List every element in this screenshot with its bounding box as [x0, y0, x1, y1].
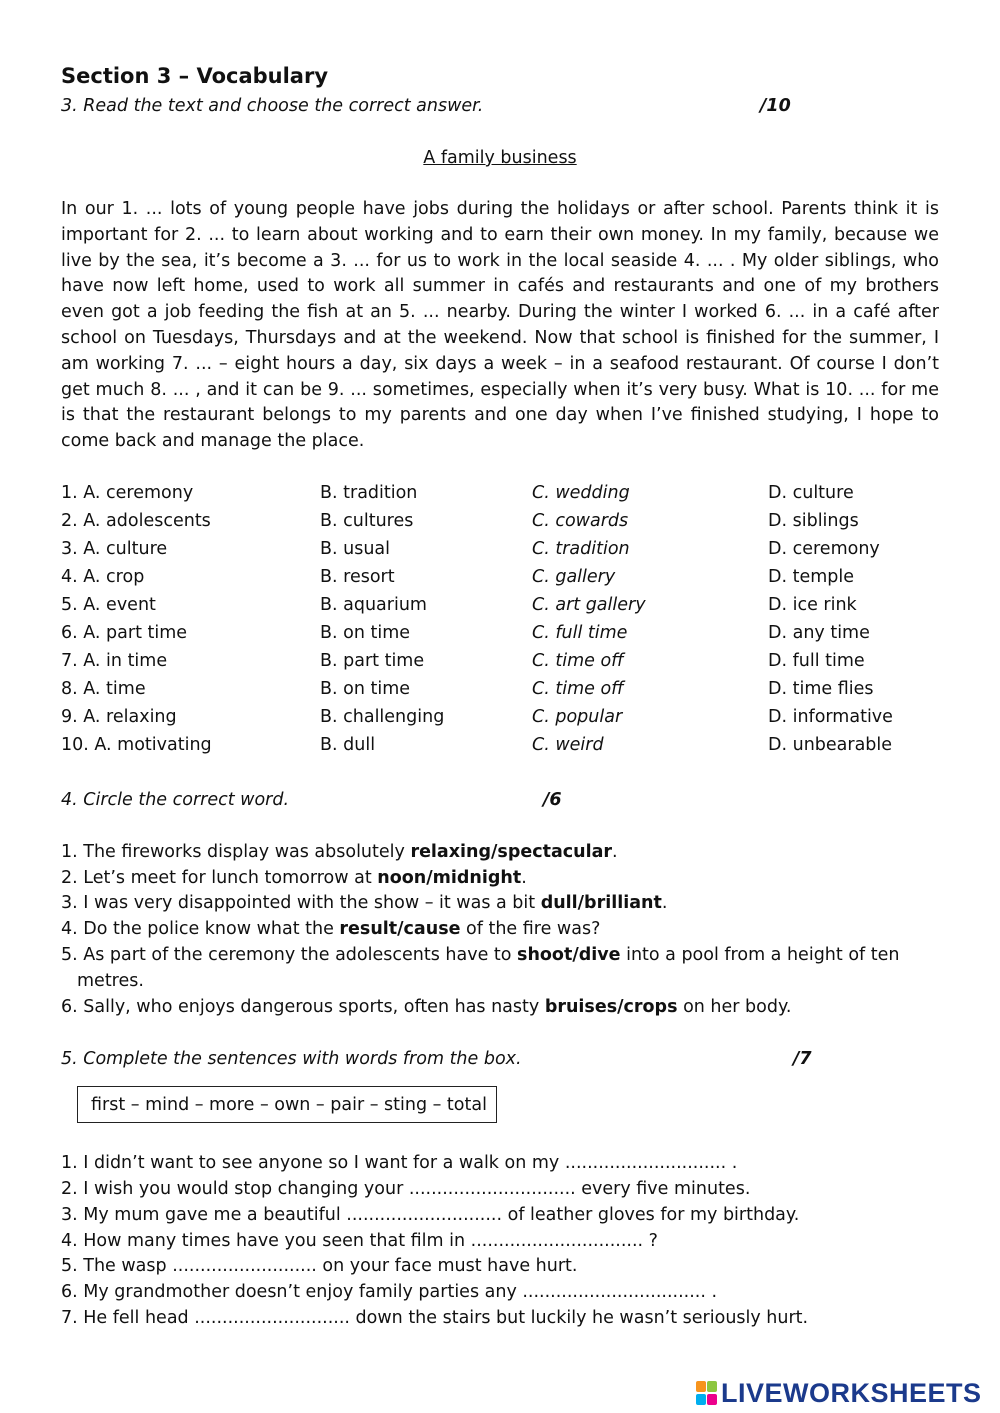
- sentence-text: into a pool from a height of ten: [620, 945, 900, 965]
- circle-sentence-3: [61, 891, 921, 917]
- word-box: [77, 1086, 497, 1123]
- complete-sentence-7[interactable]: 7. He fell head ............................ down the stairs but luckily he wasn’t seriously hurt.: [61, 1308, 809, 1328]
- complete-sentence-3[interactable]: 3. My mum gave me a beautiful ............................ of leather gloves for my birthday.: [61, 1205, 800, 1225]
- option-row-1-d[interactable]: D. culture: [768, 483, 854, 503]
- option-row-6-d[interactable]: D. any time: [768, 623, 870, 643]
- option-row-2-c[interactable]: C. cowards: [532, 511, 629, 531]
- sentence-text: .: [661, 893, 668, 913]
- option-row-9-c[interactable]: C. popular: [532, 707, 623, 727]
- option-row-10-c[interactable]: C. weird: [532, 735, 604, 755]
- circle-sentence-5: [61, 943, 921, 969]
- liveworksheets-logo[interactable]: [696, 1378, 982, 1408]
- passage-text: In our 1. ... lots of young people have jobs during the holidays or after school. Parents think it is important for 2. ... to learn about working and to earn their own money. In my family, because we live by the sea, it’s become a 3. ... for us to work in the local seaside 4. ... . My older siblings, who have now left home, used to work all summer in cafés and restaurants and one of my brothers even got a job feeding the fish at an 5. ... nearby. During the winter I worked 6. ... in a café after school on Tuesdays, Thursdays and at the weekend. Now that school is finished for the summer, I am working 7. ... – eight hours a day, six days a week – in a seafood restaurant. Of course I don’t get much 8. ... , and it can be 9. ... sometimes, especially when it’s very busy. What is 10. ... for me is that the restaurant belongs to my parents and one day when I’ve finished studying, I hope to come back and manage the place.: [61, 199, 939, 452]
- option-row-7-b[interactable]: B. part time: [320, 651, 425, 671]
- option-row-8-b[interactable]: B. on time: [320, 679, 411, 699]
- option-row-7-c[interactable]: C. time off: [532, 651, 624, 671]
- option-row-6-c[interactable]: C. full time: [532, 623, 628, 643]
- option-row-8-c[interactable]: C. time off: [532, 679, 624, 699]
- option-row-5-c[interactable]: C. art gallery: [532, 595, 646, 615]
- sentence-text: .: [612, 842, 618, 862]
- option-row-3-c[interactable]: C. tradition: [532, 539, 630, 559]
- sentence-text: 1. The fireworks display was absolutely: [61, 842, 411, 862]
- circle-sentence-5-continued: [77, 969, 937, 995]
- option-row-8-a[interactable]: 8. A. time: [61, 679, 146, 699]
- circle-sentence-6: [61, 995, 921, 1021]
- option-row-6-b[interactable]: B. on time: [320, 623, 411, 643]
- word-choice[interactable]: noon/midnight: [377, 868, 522, 888]
- option-row-9-d[interactable]: D. informative: [768, 707, 893, 727]
- section-5-instruction: 5. Complete the sentences with words from the box.: [61, 1049, 522, 1069]
- complete-sentence-2[interactable]: 2. I wish you would stop changing your .............................. every five minutes.: [61, 1179, 751, 1199]
- option-row-7-d[interactable]: D. full time: [768, 651, 865, 671]
- sentence-text: on her body.: [677, 997, 792, 1017]
- section-3-instruction: 3. Read the text and choose the correct answer.: [61, 96, 484, 116]
- option-row-1-b[interactable]: B. tradition: [320, 483, 418, 503]
- option-row-4-d[interactable]: D. temple: [768, 567, 855, 587]
- section-3-score: /10: [760, 96, 791, 116]
- sentence-text: of the fire was?: [460, 919, 601, 939]
- option-row-3-a[interactable]: 3. A. culture: [61, 539, 168, 559]
- sentence-text: 6. Sally, who enjoys dangerous sports, often has nasty: [61, 997, 545, 1017]
- option-row-10-a[interactable]: 10. A. motivating: [61, 735, 212, 755]
- option-row-10-d[interactable]: D. unbearable: [768, 735, 893, 755]
- passage-title: A family business: [423, 148, 577, 168]
- option-row-5-b[interactable]: B. aquarium: [320, 595, 427, 615]
- option-row-3-b[interactable]: B. usual: [320, 539, 391, 559]
- word-choice[interactable]: dull/brilliant: [540, 893, 662, 913]
- word-choice[interactable]: bruises/crops: [544, 997, 678, 1017]
- option-row-10-b[interactable]: B. dull: [320, 735, 376, 755]
- circle-sentence-1: [61, 840, 921, 866]
- sentence-text: metres.: [77, 971, 144, 991]
- word-choice[interactable]: result/cause: [339, 919, 461, 939]
- option-row-3-d[interactable]: D. ceremony: [768, 539, 880, 559]
- option-row-5-a[interactable]: 5. A. event: [61, 595, 156, 615]
- option-row-7-a[interactable]: 7. A. in time: [61, 651, 168, 671]
- sentence-text: 3. I was very disappointed with the show – it was a bit: [61, 893, 541, 913]
- option-row-9-b[interactable]: B. challenging: [320, 707, 445, 727]
- complete-sentence-4[interactable]: 4. How many times have you seen that film in ............................... ?: [61, 1231, 658, 1251]
- complete-sentence-1[interactable]: 1. I didn’t want to see anyone so I want for a walk on my ............................. .: [61, 1153, 738, 1173]
- option-row-2-d[interactable]: D. siblings: [768, 511, 859, 531]
- word-choice[interactable]: shoot/dive: [517, 945, 621, 965]
- sentence-text: 5. As part of the ceremony the adolescents have to: [61, 945, 518, 965]
- word-box-text: first – mind – more – own – pair – sting – total: [91, 1095, 487, 1115]
- circle-sentence-2: [61, 866, 921, 892]
- complete-sentence-5[interactable]: 5. The wasp .......................... on your face must have hurt.: [61, 1256, 578, 1276]
- option-row-1-c[interactable]: C. wedding: [532, 483, 630, 503]
- section-4-instruction: 4. Circle the correct word.: [61, 790, 290, 810]
- option-row-2-b[interactable]: B. cultures: [320, 511, 414, 531]
- word-choice[interactable]: relaxing/spectacular: [410, 842, 613, 862]
- complete-sentence-6[interactable]: 6. My grandmother doesn’t enjoy family parties any ................................. .: [61, 1282, 718, 1302]
- sentence-text: .: [521, 868, 527, 888]
- option-row-4-b[interactable]: B. resort: [320, 567, 395, 587]
- logo-mark-icon: [696, 1381, 718, 1405]
- option-row-9-a[interactable]: 9. A. relaxing: [61, 707, 177, 727]
- option-row-8-d[interactable]: D. time flies: [768, 679, 874, 699]
- option-row-4-c[interactable]: C. gallery: [532, 567, 616, 587]
- circle-sentence-4: [61, 917, 921, 943]
- sentence-text: 4. Do the police know what the: [61, 919, 340, 939]
- option-row-4-a[interactable]: 4. A. crop: [61, 567, 145, 587]
- option-row-6-a[interactable]: 6. A. part time: [61, 623, 188, 643]
- option-row-1-a[interactable]: 1. A. ceremony: [61, 483, 194, 503]
- sentence-text: 2. Let’s meet for lunch tomorrow at: [61, 868, 378, 888]
- option-row-2-a[interactable]: 2. A. adolescents: [61, 511, 211, 531]
- section-3-title: Section 3 – Vocabulary: [61, 64, 329, 88]
- section-4-score: /6: [543, 790, 562, 810]
- section-5-score: /7: [793, 1049, 812, 1069]
- option-row-5-d[interactable]: D. ice rink: [768, 595, 857, 615]
- logo-text: LIVEWORKSHEETS: [721, 1377, 982, 1408]
